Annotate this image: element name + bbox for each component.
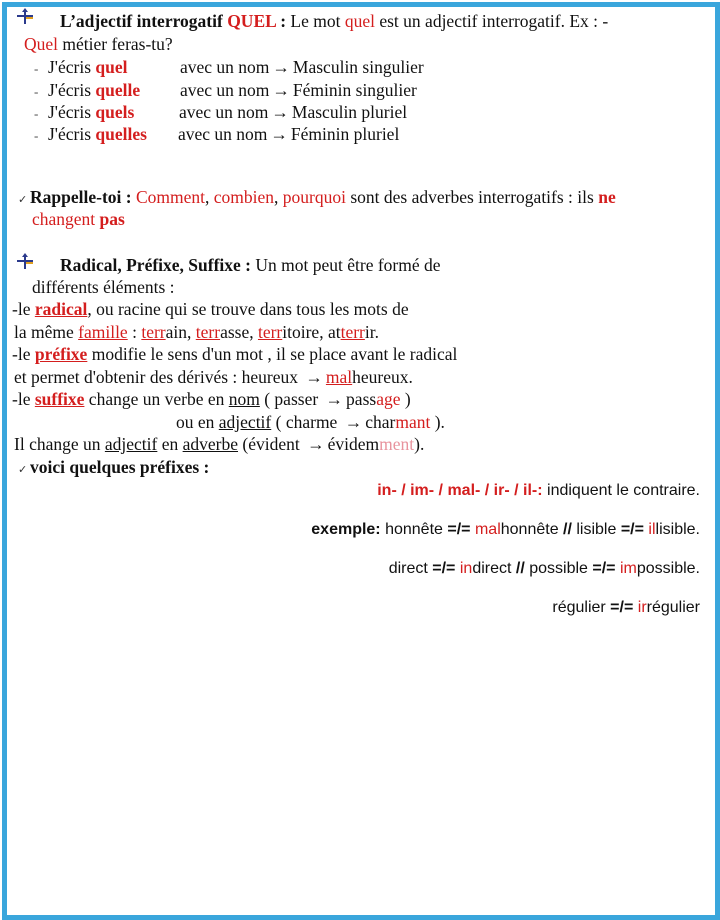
text: modifie le sens d'un mot , il se place avant le radical: [87, 344, 458, 364]
adjectif-word: adjectif: [104, 434, 158, 454]
adverb-comment: Comment: [135, 187, 205, 207]
example-text: métier feras-tu?: [58, 34, 173, 54]
table-row: [34, 101, 408, 125]
text: ou en: [176, 412, 219, 432]
sep: ,: [205, 187, 214, 207]
row-word: quelle: [95, 80, 141, 100]
text: , ou racine qui se trouve dans tous les mots de: [87, 299, 409, 319]
intro-text: différents éléments :: [32, 277, 175, 297]
text: ).: [430, 412, 445, 432]
text: ( charme: [271, 412, 342, 432]
row-mid: avec un nom: [180, 57, 270, 77]
text: possible.: [636, 560, 700, 577]
not-equal-sign: =/=: [610, 599, 634, 616]
example-line3: [552, 597, 700, 619]
text: ( passer: [259, 389, 323, 409]
rappel-line2: [32, 208, 125, 230]
row-mid: avec un nom: [179, 102, 269, 122]
text: est un adjectif interrogatif. Ex : -: [374, 11, 609, 31]
intro-text: Un mot peut être formé de: [255, 255, 441, 275]
text: lisible.: [655, 521, 700, 538]
suffixe-line: [12, 388, 411, 410]
check-icon: ✓: [18, 464, 28, 476]
check-icon: ✓: [18, 194, 28, 206]
row-word: quels: [95, 102, 135, 122]
table-row: [34, 56, 424, 80]
text: -le: [12, 299, 35, 319]
prefixe-line: [12, 343, 457, 365]
row-mid: avec un nom: [178, 124, 268, 144]
ment-suffix: ment: [379, 434, 415, 454]
bullet: -: [34, 61, 39, 76]
arrow-icon: →: [305, 367, 323, 387]
cross-arrow-icon: [16, 7, 34, 25]
radical-word: radical: [34, 299, 88, 319]
separator: //: [515, 560, 525, 577]
text: change un verbe en: [84, 389, 229, 409]
text: itoire, at: [282, 322, 341, 342]
text: (évident: [238, 434, 305, 454]
row-word: quel: [95, 57, 128, 77]
adverbe-word: adverbe: [182, 434, 239, 454]
suffixe-word: suffixe: [34, 389, 85, 409]
row-result: Féminin pluriel: [290, 124, 400, 144]
arrow-icon: →: [272, 57, 290, 77]
rappel-label: Rappelle-toi :: [30, 187, 136, 207]
text: char: [365, 412, 396, 432]
il-prefix: il: [643, 521, 656, 538]
section1-title: L’adjectif interrogatif: [60, 11, 228, 31]
text: honnête: [500, 521, 564, 538]
adverb-pourquoi: pourquoi: [282, 187, 346, 207]
bullet: -: [34, 128, 39, 143]
changent-word: changent: [32, 209, 100, 229]
example-line: [24, 33, 173, 55]
not-equal-sign: =/=: [447, 521, 471, 538]
mal-prefix: mal: [470, 521, 501, 538]
not-equal-sign: =/=: [432, 560, 456, 577]
voici-text: voici quelques préfixes :: [30, 457, 210, 477]
radical-part: terr: [195, 322, 221, 342]
arrow-icon: →: [307, 434, 325, 454]
rappel-text: sont des adverbes interrogatifs : ils: [345, 187, 599, 207]
section2-title: Radical, Préfixe, Suffixe :: [60, 255, 256, 275]
example-quel: Quel: [24, 34, 59, 54]
text: en: [157, 434, 183, 454]
arrow-icon: →: [344, 412, 363, 432]
voici-line: [18, 456, 209, 481]
quel-keyword: QUEL: [227, 11, 276, 31]
row-mid: avec un nom: [180, 80, 270, 100]
age-suffix: age: [376, 389, 401, 409]
title-colon: :: [275, 11, 291, 31]
row-result: Masculin pluriel: [291, 102, 408, 122]
section2-title-line: [60, 254, 441, 276]
ne-word: ne: [598, 187, 616, 207]
text: asse,: [220, 322, 258, 342]
text: direct: [472, 560, 516, 577]
im-prefix: im: [615, 560, 637, 577]
text: Le mot: [290, 11, 345, 31]
mant-suffix: mant: [395, 412, 431, 432]
adverb-combien: combien: [213, 187, 275, 207]
adverbe-line: [14, 433, 424, 455]
arrow-icon: →: [271, 102, 289, 122]
text: indiquent le contraire.: [542, 482, 700, 499]
famille-line: [14, 321, 379, 343]
text: ir.: [364, 322, 379, 342]
text: possible: [524, 560, 593, 577]
radical-part: terr: [257, 322, 283, 342]
sep: ,: [274, 187, 283, 207]
radical-part: terr: [340, 322, 365, 342]
cross-arrow-icon: [16, 252, 34, 270]
text: ): [400, 389, 411, 409]
quel-word: quel: [344, 11, 375, 31]
text: ).: [414, 434, 425, 454]
intro-line2: [32, 276, 175, 298]
text: évidem: [327, 434, 380, 454]
adjectif-word: adjectif: [218, 412, 272, 432]
text: heureux.: [352, 367, 413, 387]
text: -le: [12, 344, 35, 364]
text: régulier: [646, 599, 700, 616]
text: honnête: [380, 521, 448, 538]
bullet: -: [34, 84, 39, 99]
radical-part: terr: [141, 322, 166, 342]
row-result: Féminin singulier: [292, 80, 417, 100]
prefixe-word: préfixe: [34, 344, 88, 364]
not-equal-sign: =/=: [592, 560, 616, 577]
arrow-icon: →: [272, 80, 290, 100]
example-label: exemple:: [311, 521, 381, 538]
text: :: [127, 322, 142, 342]
arrow-icon: →: [270, 124, 288, 144]
text: -le: [12, 389, 35, 409]
example-line2: [389, 558, 700, 580]
row-result: Masculin singulier: [292, 57, 424, 77]
text: Il change un: [14, 434, 105, 454]
table-row: [34, 123, 400, 147]
derives-line: [14, 366, 413, 388]
radical-line: [12, 298, 409, 320]
example-line1: [311, 519, 700, 541]
prefix-list: in- / im- / mal- / ir- / il-:: [377, 482, 543, 499]
nom-word: nom: [228, 389, 260, 409]
pas-word: pas: [99, 209, 125, 229]
text: ain,: [165, 322, 196, 342]
famille-word: famille: [78, 322, 128, 342]
separator: //: [563, 521, 572, 538]
row-lead: J'écris: [48, 57, 96, 77]
ir-prefix: ir: [633, 599, 647, 616]
table-row: [34, 79, 417, 103]
row-lead: J'écris: [48, 124, 96, 144]
bullet: -: [34, 106, 39, 121]
row-lead: J'écris: [48, 102, 96, 122]
row-word: quelles: [95, 124, 147, 144]
adjectif-line: [176, 411, 445, 433]
in-prefix: in: [455, 560, 473, 577]
text: régulier: [552, 599, 611, 616]
text: pass: [346, 389, 377, 409]
text: la même: [14, 322, 79, 342]
text: direct: [388, 560, 433, 577]
arrow-icon: →: [325, 389, 344, 409]
not-equal-sign: =/=: [620, 521, 644, 538]
section1-title-line: [60, 10, 608, 32]
prefix-list-line: [377, 480, 700, 502]
mal-prefix: mal: [325, 367, 353, 387]
text: et permet d'obtenir des dérivés : heureux: [14, 367, 303, 387]
row-lead: J'écris: [48, 80, 96, 100]
text: lisible: [571, 521, 621, 538]
